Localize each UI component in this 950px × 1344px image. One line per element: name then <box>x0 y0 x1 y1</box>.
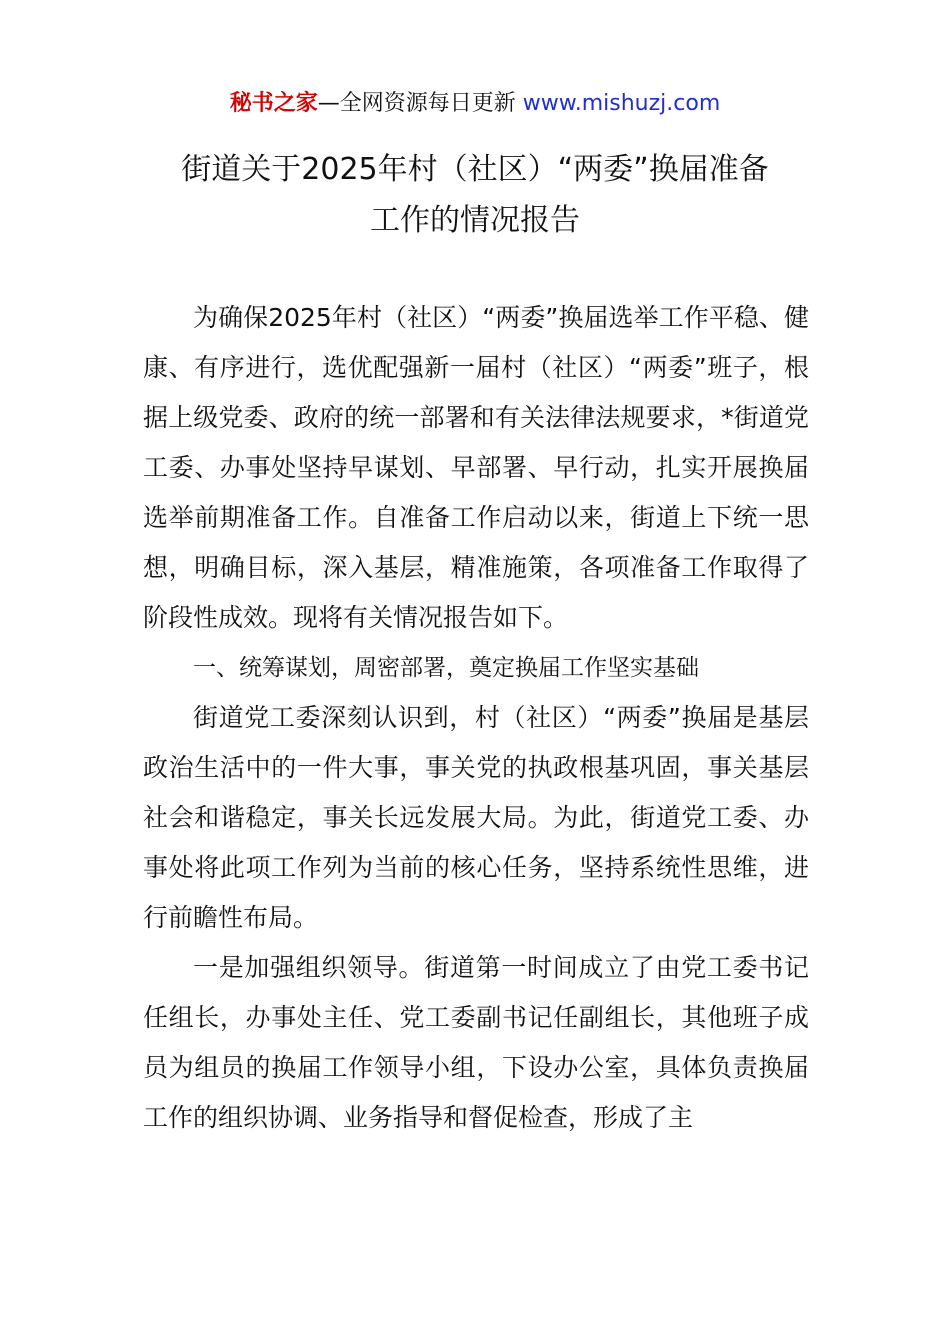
site-header <box>0 86 950 122</box>
section-heading-1: 一、统筹谋划，周密部署，奠定换届工作坚实基础 <box>193 655 699 681</box>
paragraph-item-1: 一是加强组织领导。街道第一时间成立了由党工委书记任组长，办事处主任、党工委副书记任副组长，其他班子成员为组员的换届工作领导小组，下设办公室，具体负责换届工作的组织协调、业务指导和督促检查，形成了主 <box>143 953 809 1132</box>
title-line-2: 工作的情况报告 <box>370 203 580 238</box>
document-title <box>130 144 820 246</box>
paragraph-section-1: 街道党工委深刻认识到，村（社区）“两委”换届是基层政治生活中的一件大事，事关党的执政根基巩固，事关基层社会和谐稳定，事关长远发展大局。为此，街道党工委、办事处将此项工作列为当前的核心任务，坚持系统性思维，进行前瞻性布局。 <box>143 703 809 932</box>
document-body <box>143 293 809 1143</box>
header-tagline: —全网资源每日更新 <box>317 91 523 116</box>
paragraph-intro: 为确保2025年村（社区）“两委”换届选举工作平稳、健康、有序进行，选优配强新一届村（社区）“两委”班子，根据上级党委、政府的统一部署和有关法律法规要求，*街道党工委、办事处坚持早谋划、早部署、早行动，扎实开展换届选举前期准备工作。自准备工作启动以来，街道上下统一思想，明确目标，深入基层，精准施策，各项准备工作取得了阶段性成效。现将有关情况报告如下。 <box>143 303 809 632</box>
brand-name: 秘书之家 <box>229 91 318 116</box>
title-line-1: 街道关于2025年村（社区）“两委”换届准备 <box>181 152 769 187</box>
site-url-link[interactable]: www.mishuzj.com <box>522 91 721 116</box>
